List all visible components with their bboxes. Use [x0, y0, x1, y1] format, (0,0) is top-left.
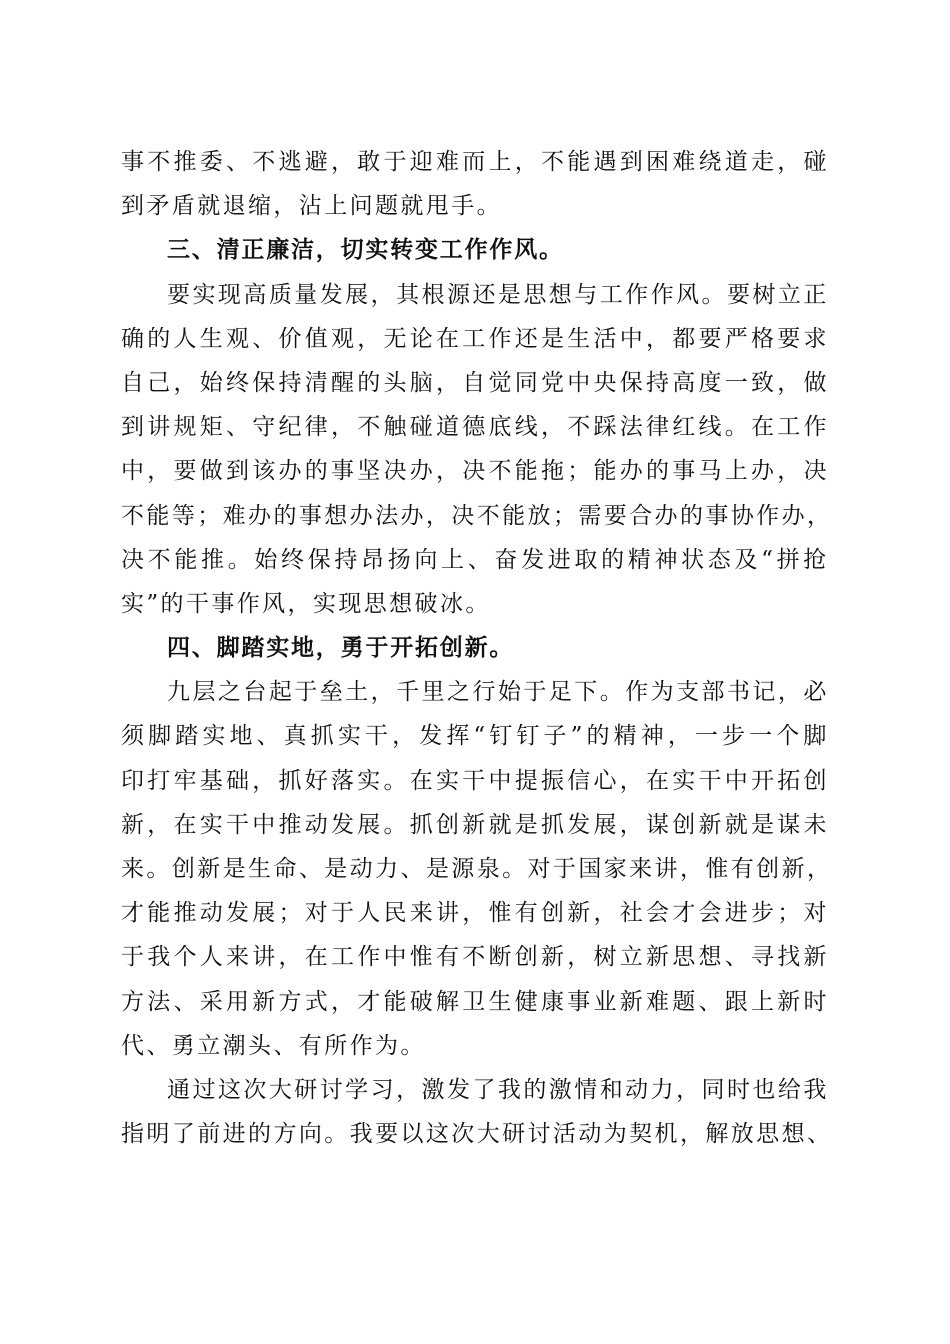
paragraph-first-line: 要 实 现 高 质 量 发 展 ， 其 根 源 还 是 思 想 与 工 作 作 风 。 要 树 立 正 [167, 281, 829, 308]
document-body [121, 140, 833, 1156]
text-line: 中 ， 要 做 到 该 办 的 事 坚 决 办 ， 决 不 能 拖 ； 能 办 的 事 马 上 办 ， 决 [121, 458, 829, 485]
text-line: 事 不 推 委 、 不 逃 避 ， 敢 于 迎 难 而 上 ， 不 能 遇 到 困 难 绕 道 走 ， 碰 [121, 149, 829, 175]
text-line: 自 己 ， 始 终 保 持 清 醒 的 头 脑 ， 自 觉 同 党 中 央 保 持 高 度 一 致 ， 做 [121, 369, 829, 396]
text-line: 确 的 人 生 观 、 价 值 观 ， 无 论 在 工 作 还 是 生 活 中 ， 都 要 严 格 要 求 [121, 325, 829, 352]
text-line: 决 不 能 推 。 始 终 保 持 昂 扬 向 上 、 奋 发 进 取 的 精 神 状 态 及 “ 拼 抢 [121, 546, 829, 573]
section-heading: 四、脚踏实地，勇于开拓创新。 [167, 635, 515, 662]
text-line: 到 讲 规 矩 、 守 纪 律 ， 不 触 碰 道 德 底 线 ， 不 踩 法 律 红 线 。 在 工 作 [121, 414, 829, 441]
text-line: 不 能 等 ； 难 办 的 事 想 办 法 办 ， 决 不 能 放 ； 需 要 合 办 的 事 协 作 办 ， [121, 502, 833, 529]
paragraph-last-line: 到矛盾就退缩，沾上问题就甩手。 [121, 193, 502, 220]
text-line: 印 打 牢 基 础 ， 抓 好 落 实 。 在 实 干 中 提 振 信 心 ， 在 实 干 中 开 拓 创 [121, 767, 829, 794]
paragraph-first-line: 通 过 这 次 大 研 讨 学 习 ， 激 发 了 我 的 激 情 和 动 力 ， 同 时 也 给 我 [167, 1076, 829, 1103]
text-line: 于 我 个 人 来 讲 ， 在 工 作 中 惟 有 不 断 创 新 ， 树 立 新 思 想 、 寻 找 新 [121, 944, 829, 971]
text-line: 方 法 、 采 用 新 方 式 ， 才 能 破 解 卫 生 健 康 事 业 新 难 题 、 跟 上 新 时 [121, 988, 829, 1015]
text-line: 指 明 了 前 进 的 方 向 。 我 要 以 这 次 大 研 讨 活 动 为 契 机 ， 解 放 思 想 、 [121, 1121, 833, 1148]
text-line: 来 。 创 新 是 生 命 、 是 动 力 、 是 源 泉 。 对 于 国 家 来 讲 ， 惟 有 创 新 ， [121, 856, 833, 882]
text-line: 才 能 推 动 发 展 ； 对 于 人 民 来 讲 ， 惟 有 创 新 ， 社 会 才 会 进 步 ； 对 [121, 900, 829, 927]
text-line: 新 ， 在 实 干 中 推 动 发 展 。 抓 创 新 就 是 抓 发 展 ， 谋 创 新 就 是 谋 未 [121, 811, 829, 838]
text-line: 须 脚 踏 实 地 、 真 抓 实 干 ， 发 挥 “ 钉 钉 子 ” 的 精 神 ， 一 步 一 个 脚 [121, 723, 829, 750]
section-heading: 三、清正廉洁，切实转变工作作风。 [167, 237, 564, 264]
paragraph-last-line: 代、勇立潮头、有所作为。 [121, 1032, 426, 1059]
paragraph-last-line: 实”的干事作风，实现思想破冰。 [121, 590, 491, 617]
paragraph-first-line: 九 层 之 台 起 于 垒 土 ， 千 里 之 行 始 于 足 下 。 作 为 支 部 书 记 ， 必 [167, 679, 829, 706]
